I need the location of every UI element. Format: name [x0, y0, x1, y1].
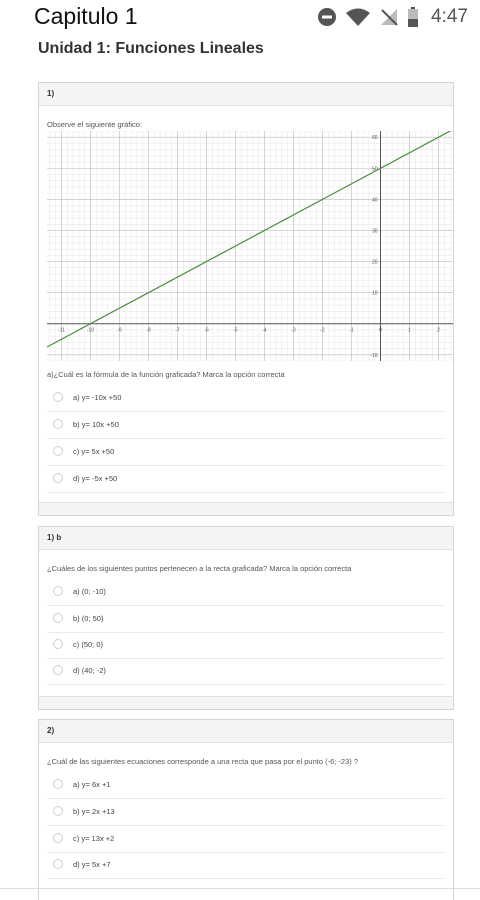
question-card-2 — [38, 719, 454, 900]
y-tick-label: 60 — [371, 135, 378, 142]
y-tick-label: 30 — [371, 228, 378, 235]
option-c[interactable] — [47, 439, 445, 466]
option-label: a) y= 6x +1 — [73, 780, 111, 789]
battery-icon — [407, 7, 419, 27]
option-b[interactable] — [47, 412, 445, 439]
option-b[interactable] — [47, 606, 445, 633]
option-label: c) y= 13x +2 — [73, 834, 115, 843]
status-icons — [317, 6, 468, 28]
option-label: a) (0; -10) — [73, 587, 106, 596]
option-d[interactable] — [47, 466, 445, 493]
question-prompt: a)¿Cuál es la fórmula de la función graficada? Marca la opción correcta — [47, 370, 285, 379]
option-label: c) (50; 0) — [73, 640, 104, 649]
y-tick-label: 10 — [371, 290, 378, 297]
no-signal-icon — [379, 7, 399, 27]
x-tick-label: 0 — [379, 327, 382, 334]
x-tick-label: -2 — [320, 327, 325, 334]
radio-button[interactable] — [53, 613, 63, 623]
question-intro: Observe el siguiente gráfico: — [47, 120, 143, 129]
option-label: d) y= -5x +50 — [73, 474, 118, 483]
y-tick-label: 40 — [371, 197, 378, 204]
radio-button[interactable] — [53, 833, 63, 843]
option-label: b) (0; 50) — [73, 614, 104, 623]
option-label: d) y= 5x +7 — [73, 860, 111, 869]
option-d[interactable] — [47, 852, 445, 879]
radio-button[interactable] — [53, 473, 63, 483]
x-tick-label: -5 — [233, 327, 238, 334]
radio-button[interactable] — [53, 392, 63, 402]
radio-button[interactable] — [53, 586, 63, 596]
do-not-disturb-icon — [317, 7, 337, 27]
question-prompt: ¿Cuál de las siguientes ecuaciones corresponde a una recta que pasa por el punto (-6; -23) ? — [47, 757, 359, 766]
option-b[interactable] — [47, 799, 445, 826]
bottom-divider — [0, 888, 480, 889]
radio-button[interactable] — [53, 779, 63, 789]
x-tick-label: -3 — [291, 327, 296, 334]
question-card-1 — [38, 82, 454, 516]
status-bar — [0, 0, 480, 36]
x-tick-label: -4 — [262, 327, 267, 334]
y-tick-label: 20 — [371, 259, 378, 266]
question-header: 1) — [39, 83, 453, 106]
x-tick-label: -7 — [175, 327, 180, 334]
y-tick-label: -10 — [370, 352, 378, 359]
y-tick-label: 50 — [371, 166, 378, 173]
clock-time: 4:47 — [431, 6, 468, 27]
wifi-icon — [345, 7, 371, 27]
question-prompt: ¿Cuáles de los siguientes puntos pertenecen a la recta graficada? Marca la opción correcta — [47, 564, 352, 573]
option-d[interactable] — [47, 658, 445, 685]
card-footer — [39, 502, 453, 515]
option-label: d) (40; -2) — [73, 666, 106, 675]
radio-button[interactable] — [53, 419, 63, 429]
radio-button[interactable] — [53, 806, 63, 816]
option-c[interactable] — [47, 632, 445, 659]
radio-button[interactable] — [53, 639, 63, 649]
question-header: 2) — [39, 720, 453, 743]
x-tick-label: -11 — [58, 327, 65, 334]
unit-title: Unidad 1: Funciones Lineales — [38, 40, 264, 57]
app-title: Capitulo 1 — [34, 3, 138, 29]
x-tick-label: -8 — [146, 327, 151, 334]
option-a[interactable] — [47, 772, 445, 799]
radio-button[interactable] — [53, 446, 63, 456]
x-tick-label: -1 — [349, 327, 354, 334]
option-label: c) y= 5x +50 — [73, 447, 115, 456]
option-label: b) y= 2x +13 — [73, 807, 115, 816]
x-tick-label: -10 — [86, 327, 95, 334]
x-tick-label: 2 — [437, 327, 440, 334]
option-label: b) y= 10x +50 — [73, 420, 119, 429]
card-footer — [39, 696, 453, 709]
option-c[interactable] — [47, 826, 445, 853]
x-tick-label: -9 — [117, 327, 122, 334]
option-label: a) y= -10x +50 — [73, 393, 122, 402]
question-card-1b — [38, 526, 454, 710]
x-tick-label: -6 — [204, 327, 209, 334]
question-header: 1) b — [39, 527, 453, 550]
radio-button[interactable] — [53, 665, 63, 675]
x-tick-label: 1 — [408, 327, 411, 334]
option-a[interactable] — [47, 579, 445, 606]
option-a[interactable] — [47, 385, 445, 412]
line-graph — [47, 131, 453, 361]
radio-button[interactable] — [53, 859, 63, 869]
